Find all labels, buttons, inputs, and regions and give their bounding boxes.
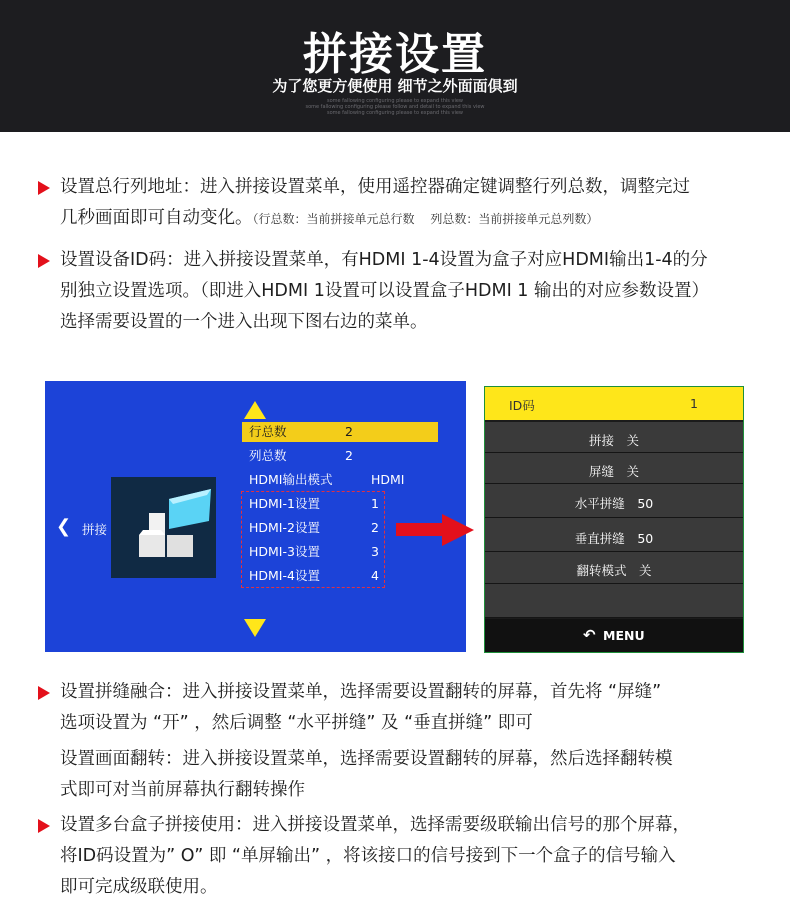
menu-row-hdmi-1[interactable]: HDMI-1设置 1 bbox=[249, 496, 379, 511]
page-subtitle: 为了您更方便使用 细节之外面面俱到 bbox=[272, 77, 518, 95]
menu-back-button[interactable] bbox=[485, 619, 743, 652]
menu-row-cols-total[interactable]: 列总数 2 bbox=[249, 448, 353, 463]
text-line: 设置总行列地址：进入拼接设置菜单，使用遥控器确定键调整行列总数，调整完过 bbox=[60, 177, 690, 197]
id-code-label: ID码 bbox=[509, 398, 535, 413]
menu-row-hdmi-2[interactable]: HDMI-2设置 2 bbox=[249, 520, 379, 535]
note-text: （行总数：当前拼接单元总行数 列总数：当前拼接单元总列数） bbox=[252, 212, 599, 226]
splice-app-icon bbox=[111, 477, 216, 578]
menu-row-empty bbox=[485, 584, 743, 618]
text-line: 即可完成级联使用。 bbox=[60, 877, 218, 897]
text-line: 选项设置为 “开” ，然后调整 “水平拼缝” 及 “垂直拼缝” 即可 bbox=[60, 713, 533, 733]
menu-row-rows-total[interactable]: 行总数 2 bbox=[242, 422, 438, 442]
text-line: 设置拼缝融合：进入拼接设置菜单，选择需要设置翻转的屏幕，首先将 “屏缝” bbox=[60, 682, 662, 702]
section-row-column bbox=[60, 172, 690, 235]
hdmi-settings-menu bbox=[484, 386, 744, 653]
menu-row-v-seam[interactable]: 垂直拼缝 50 bbox=[485, 518, 743, 552]
section-cascade bbox=[60, 810, 690, 903]
menu-row-hdmi-mode[interactable]: HDMI输出模式 HDMI bbox=[249, 472, 405, 487]
menu-row-seam[interactable]: 屏缝 关 bbox=[485, 453, 743, 484]
back-arrow-icon: ↶ bbox=[583, 626, 596, 644]
bullet-arrow-icon bbox=[38, 254, 50, 268]
header-fine-print: some fallowing configuring please to expand this view bbox=[326, 110, 464, 116]
menu-row-splice[interactable]: 拼接 关 bbox=[485, 422, 743, 453]
text-line: 设置设备ID码：进入拼接设置菜单，有HDMI 1-4设置为盒子对应HDMI输出1-4的分 bbox=[60, 250, 708, 270]
page-title: 拼接设置 bbox=[303, 29, 487, 80]
text-line: 设置画面翻转：进入拼接设置菜单，选择需要设置翻转的屏幕，然后选择翻转模 bbox=[60, 749, 673, 769]
page-header bbox=[0, 0, 790, 132]
chevron-left-icon[interactable]: ❮ bbox=[56, 516, 72, 537]
text-line: 将ID码设置为” O” 即 “单屏输出” ，将该接口的信号接到下一个盒子的信号输入 bbox=[60, 846, 676, 866]
text-line: 式即可对当前屏幕执行翻转操作 bbox=[60, 780, 305, 800]
menu-row-hdmi-3[interactable]: HDMI-3设置 3 bbox=[249, 544, 379, 559]
hdmi-settings-highlight bbox=[241, 491, 385, 588]
pointer-arrow-icon bbox=[396, 514, 476, 546]
menu-row-flip-mode[interactable]: 翻转模式 关 bbox=[485, 552, 743, 584]
section-seam-blend bbox=[60, 677, 661, 739]
section-device-id bbox=[60, 245, 709, 338]
bullet-arrow-icon bbox=[38, 819, 50, 833]
bullet-arrow-icon bbox=[38, 686, 50, 700]
id-code-row[interactable] bbox=[485, 387, 743, 420]
id-code-value: 1 bbox=[690, 396, 698, 411]
bullet-arrow-icon bbox=[38, 181, 50, 195]
text-line: 设置多台盒子拼接使用：进入拼接设置菜单，选择需要级联输出信号的那个屏幕， bbox=[60, 815, 690, 835]
scroll-down-icon[interactable] bbox=[244, 619, 266, 637]
menu-button-label: MENU bbox=[603, 628, 645, 643]
text-line: 几秒画面即可自动变化。（行总数：当前拼接单元总行数 列总数：当前拼接单元总列数） bbox=[60, 208, 599, 228]
menu-row-hdmi-4[interactable]: HDMI-4设置 4 bbox=[249, 568, 379, 583]
text-line: 选择需要设置的一个进入出现下图右边的菜单。 bbox=[60, 312, 428, 332]
menu-row-h-seam[interactable]: 水平拼缝 50 bbox=[485, 484, 743, 518]
header-fine-print: some fallowing configuring please to expand this view bbox=[326, 98, 464, 104]
side-menu-label: 拼接 bbox=[82, 522, 108, 537]
section-flip bbox=[60, 744, 673, 806]
header-fine-print: some fallowing configuring please follow and detail to expand this view bbox=[305, 104, 485, 110]
scroll-up-icon[interactable] bbox=[244, 401, 266, 419]
text-line: 别独立设置选项。（即进入HDMI 1设置可以设置盒子HDMI 1 输出的对应参数设置） bbox=[60, 281, 709, 301]
